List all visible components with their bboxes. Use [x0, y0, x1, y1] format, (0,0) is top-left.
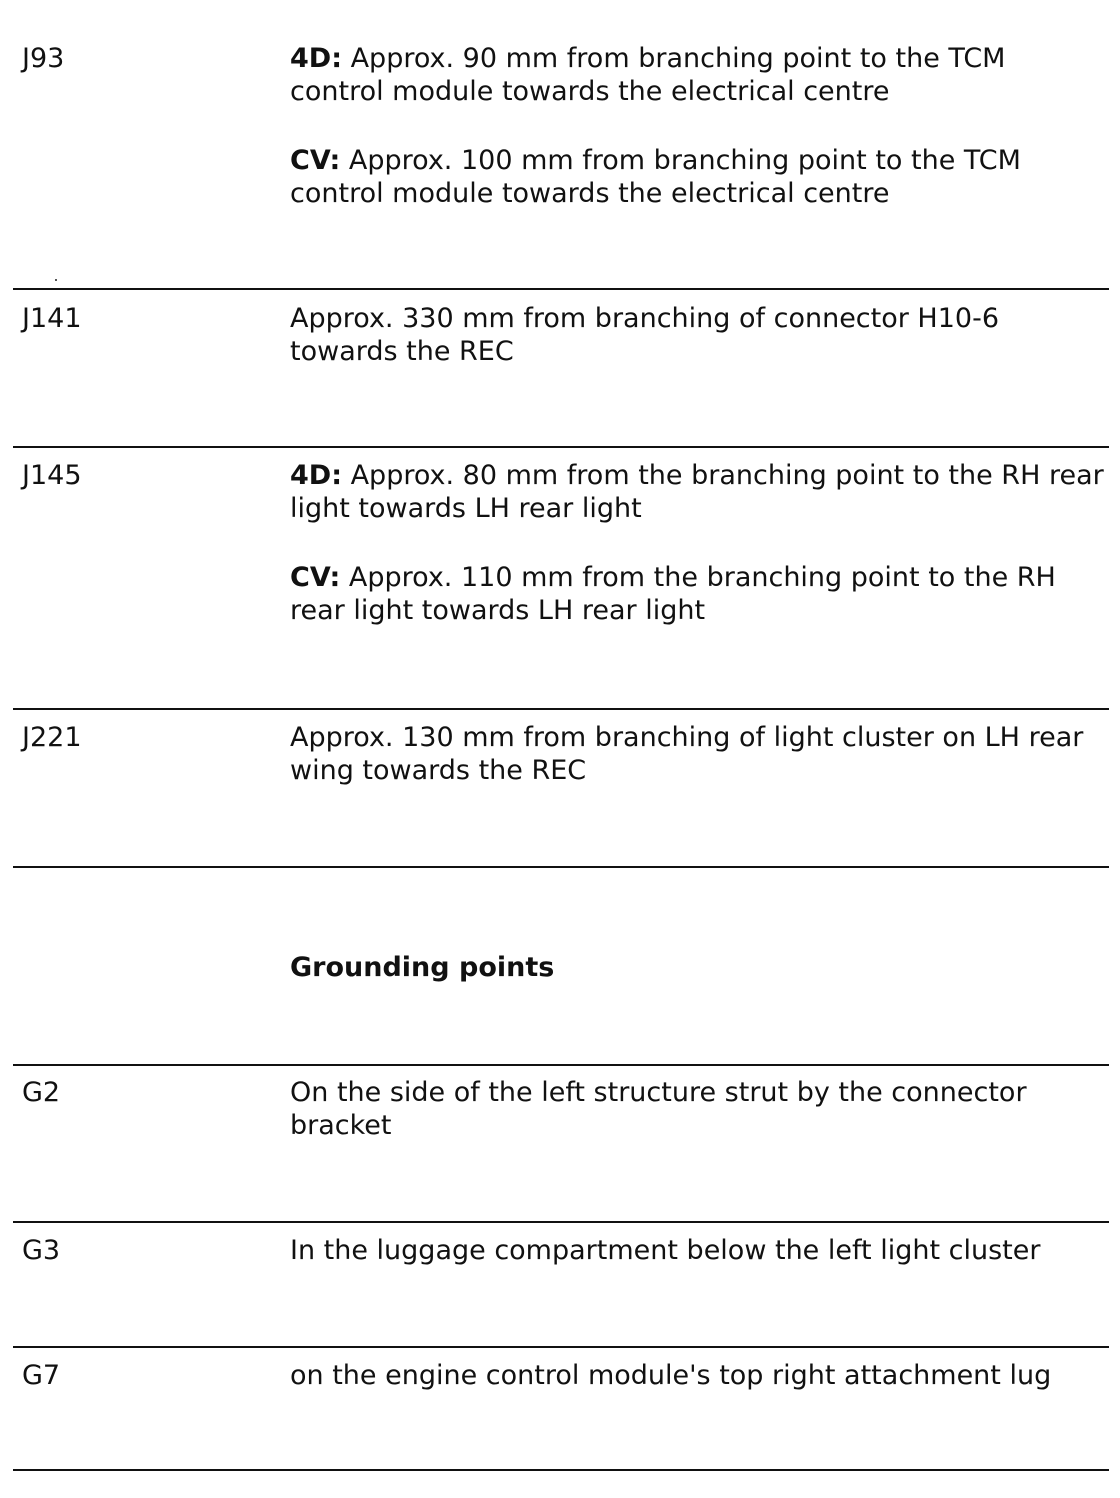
splice-description	[290, 459, 1105, 627]
row-divider	[13, 446, 1109, 448]
splice-id: J93	[22, 43, 65, 74]
splice-description	[290, 42, 1105, 210]
splice-id: J221	[22, 722, 82, 753]
splice-id: J145	[22, 460, 82, 491]
variant-text: Approx. 80 mm from the branching point to the RH rear light towards LH rear light	[290, 460, 1104, 524]
row-divider	[13, 1064, 1109, 1066]
row-divider	[13, 1469, 1109, 1471]
ground-description: on the engine control module's top right attachment lug	[290, 1360, 1052, 1391]
variant-paragraph	[290, 459, 1105, 525]
row-divider	[13, 866, 1109, 868]
row-divider	[13, 288, 1109, 290]
row-divider	[13, 1346, 1109, 1348]
variant-label: CV:	[290, 145, 341, 176]
variant-text: Approx. 90 mm from branching point to the TCM control module towards the electrical centre	[290, 43, 1006, 107]
scan-speck	[55, 279, 57, 281]
splice-description: Approx. 130 mm from branching of light cluster on LH rear wing towards the REC	[290, 722, 1084, 786]
ground-id: G7	[22, 1360, 61, 1391]
variant-paragraph	[290, 144, 1105, 210]
variant-label: 4D:	[290, 460, 342, 491]
row-divider	[13, 708, 1109, 710]
splice-id: J141	[22, 303, 82, 334]
variant-label: CV:	[290, 562, 341, 593]
variant-paragraph	[290, 561, 1105, 627]
row-divider	[13, 1221, 1109, 1223]
ground-id: G3	[22, 1235, 61, 1266]
ground-description: On the side of the left structure strut by the connector bracket	[290, 1077, 1027, 1141]
variant-text: Approx. 100 mm from branching point to the TCM control module towards the electrical centre	[290, 145, 1021, 209]
splice-description: Approx. 330 mm from branching of connector H10-6 towards the REC	[290, 303, 1000, 367]
section-heading: Grounding points	[290, 952, 555, 983]
variant-text: Approx. 110 mm from the branching point to the RH rear light towards LH rear light	[290, 562, 1056, 626]
ground-id: G2	[22, 1077, 61, 1108]
ground-description: In the luggage compartment below the left light cluster	[290, 1235, 1041, 1266]
variant-label: 4D:	[290, 43, 342, 74]
variant-paragraph	[290, 42, 1105, 108]
